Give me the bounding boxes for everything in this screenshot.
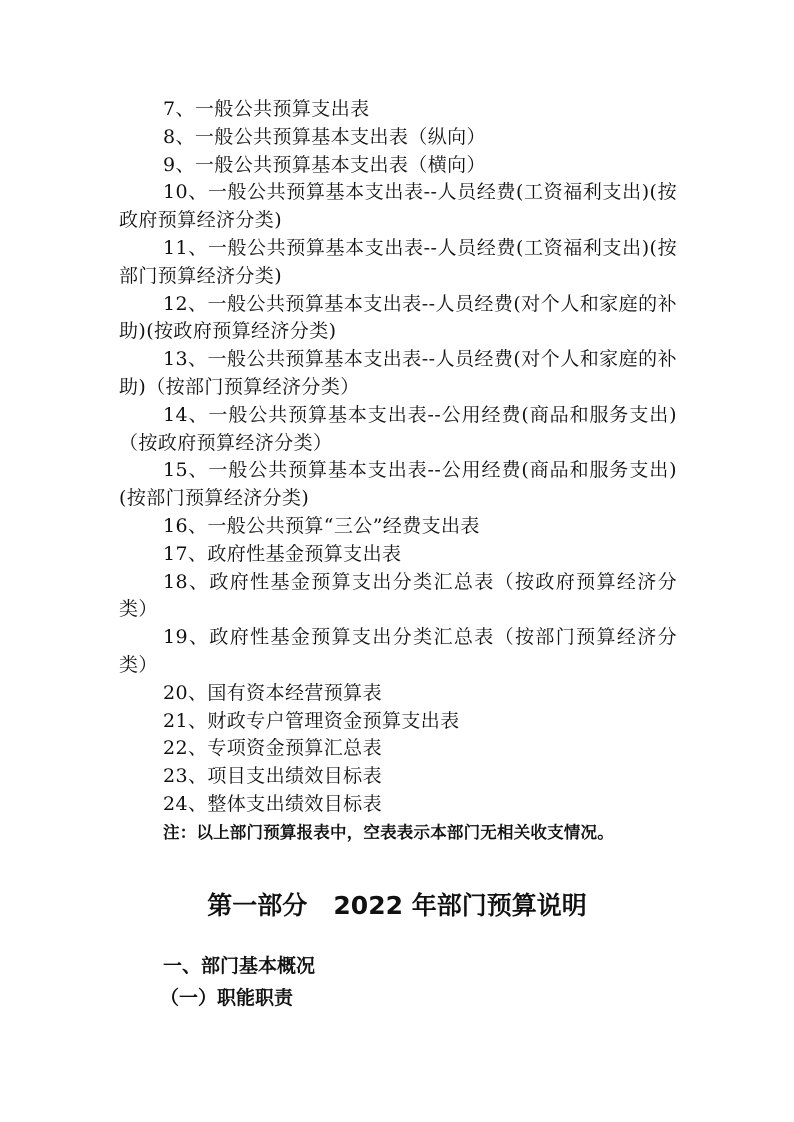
list-item: 17、政府性基金预算支出表 (163, 542, 402, 565)
list-item: 23、项目支出绩效目标表 (163, 765, 382, 788)
list-item: 9、一般公共预算基本支出表（横向） (163, 153, 486, 176)
budget-table-list (119, 96, 677, 846)
list-item: 7、一般公共预算支出表 (163, 98, 370, 120)
section-title: 一、部门基本概况 (163, 955, 316, 977)
list-item: 10、一般公共预算基本支出表--人员经费(工资福利支出)(按政府预算经济分类) (119, 181, 677, 232)
list-item: 13、一般公共预算基本支出表--人员经费(对个人和家庭的补助)（按部门预算经济分类） (119, 348, 677, 398)
list-item: 24、整体支出绩效目标表 (163, 792, 382, 815)
list-item: 20、国有资本经营预算表 (163, 681, 382, 704)
list-item: 14、一般公共预算基本支出表--公用经费(商品和服务支出)（按政府预算经济分类） (119, 403, 677, 454)
list-item: 8、一般公共预算基本支出表（纵向） (163, 125, 486, 148)
list-item: 12、一般公共预算基本支出表--人员经费(对个人和家庭的补助)(按政府预算经济分类) (119, 292, 677, 343)
list-item: 21、财政专户管理资金预算支出表 (163, 709, 460, 732)
list-note: 注：以上部门预算报表中，空表表示本部门无相关收支情况。 (163, 822, 614, 842)
list-item: 18、政府性基金预算支出分类汇总表（按政府预算经济分类） (119, 570, 677, 621)
list-item: 22、专项资金预算汇总表 (163, 737, 382, 760)
list-item: 11、一般公共预算基本支出表--人员经费(工资福利支出)(按部门预算经济分类) (119, 236, 677, 287)
subsection-title: （一）职能职责 (160, 987, 294, 1009)
list-item: 15、一般公共预算基本支出表--公用经费(商品和服务支出)(按部门预算经济分类) (119, 459, 677, 510)
part-title: 第一部分 2022 年部门预算说明 (207, 891, 587, 920)
list-item: 16、一般公共预算“三公”经费支出表 (163, 514, 480, 537)
list-item: 19、政府性基金预算支出分类汇总表（按部门预算经济分类） (119, 626, 677, 676)
